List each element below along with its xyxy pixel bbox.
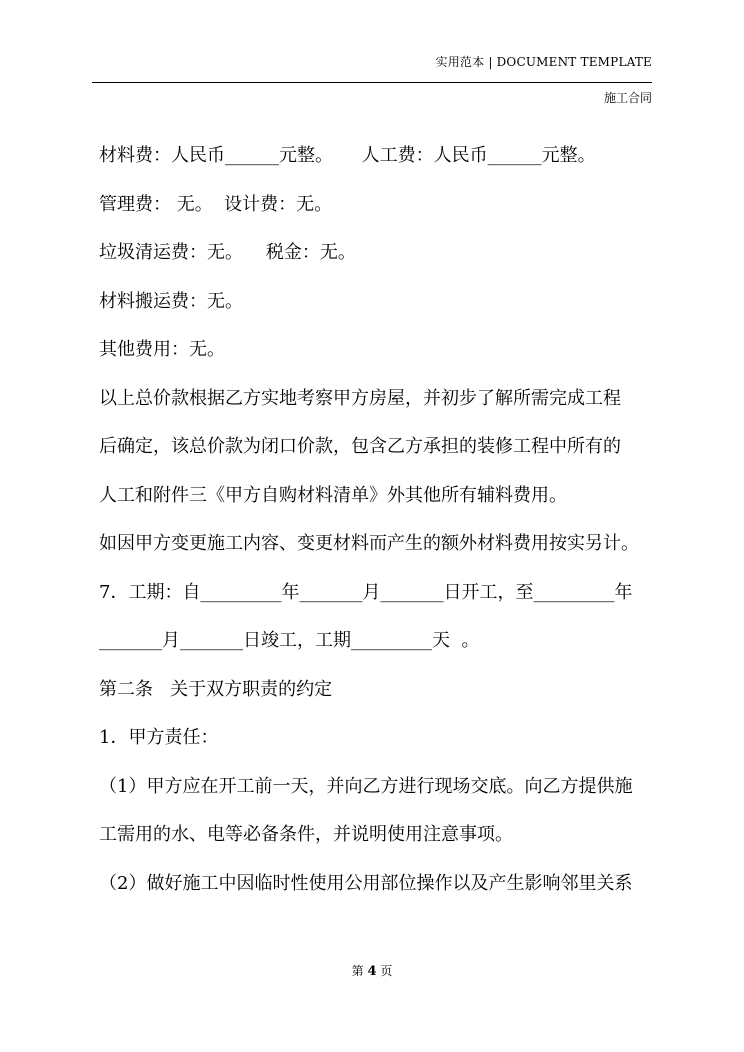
header-label: 实用范本 | DOCUMENT TEMPLATE [435, 55, 652, 69]
page-prefix: 第 [351, 964, 364, 978]
text-line: 以上总价款根据乙方实地考察甲方房屋，并初步了解所需完成工程 [99, 387, 621, 409]
text-line: （1）甲方应在开工前一天，并向乙方进行现场交底。向乙方提供施 [99, 775, 633, 797]
text-line: 如因甲方变更施工内容、变更材料而产生的额外材料费用按实另计。 [99, 533, 639, 554]
header-divider [92, 82, 652, 83]
text-line: 管理费： 无。 设计费：无。 [99, 193, 333, 215]
text-line: 后确定，该总价款为闭口价款，包含乙方承担的装修工程中所有的 [99, 436, 621, 457]
document-body [99, 132, 659, 908]
text-line: 材料搬运费：无。 [99, 290, 243, 312]
text-line: 垃圾清运费：无。 税金：无。 [99, 242, 356, 263]
document-title: 施工合同 [603, 91, 652, 105]
text-line: 工需用的水、电等必备条件，并说明使用注意事项。 [99, 824, 513, 845]
page-footer [0, 962, 744, 979]
page-number: 4 [367, 964, 377, 979]
page-suffix: 页 [380, 964, 393, 978]
text-line: 7．工期：自_________年_______月_______日开工，至_________年 [99, 581, 633, 603]
text-line: （2）做好施工中因临时性使用公用部位操作以及产生影响邻里关系 [99, 872, 633, 894]
text-line: _______月_______日竣工，工期_________天 。 [99, 630, 480, 651]
text-line: 材料费：人民币______元整。 人工费：人民币______元整。 [99, 145, 596, 166]
section-heading: 第二条 关于双方职责的约定 [99, 678, 333, 700]
text-line: 1．甲方责任： [99, 727, 219, 748]
text-line: 其他费用：无。 [99, 339, 225, 360]
text-line: 人工和附件三《甲方自购材料清单》外其他所有辅料费用。 [99, 484, 567, 506]
